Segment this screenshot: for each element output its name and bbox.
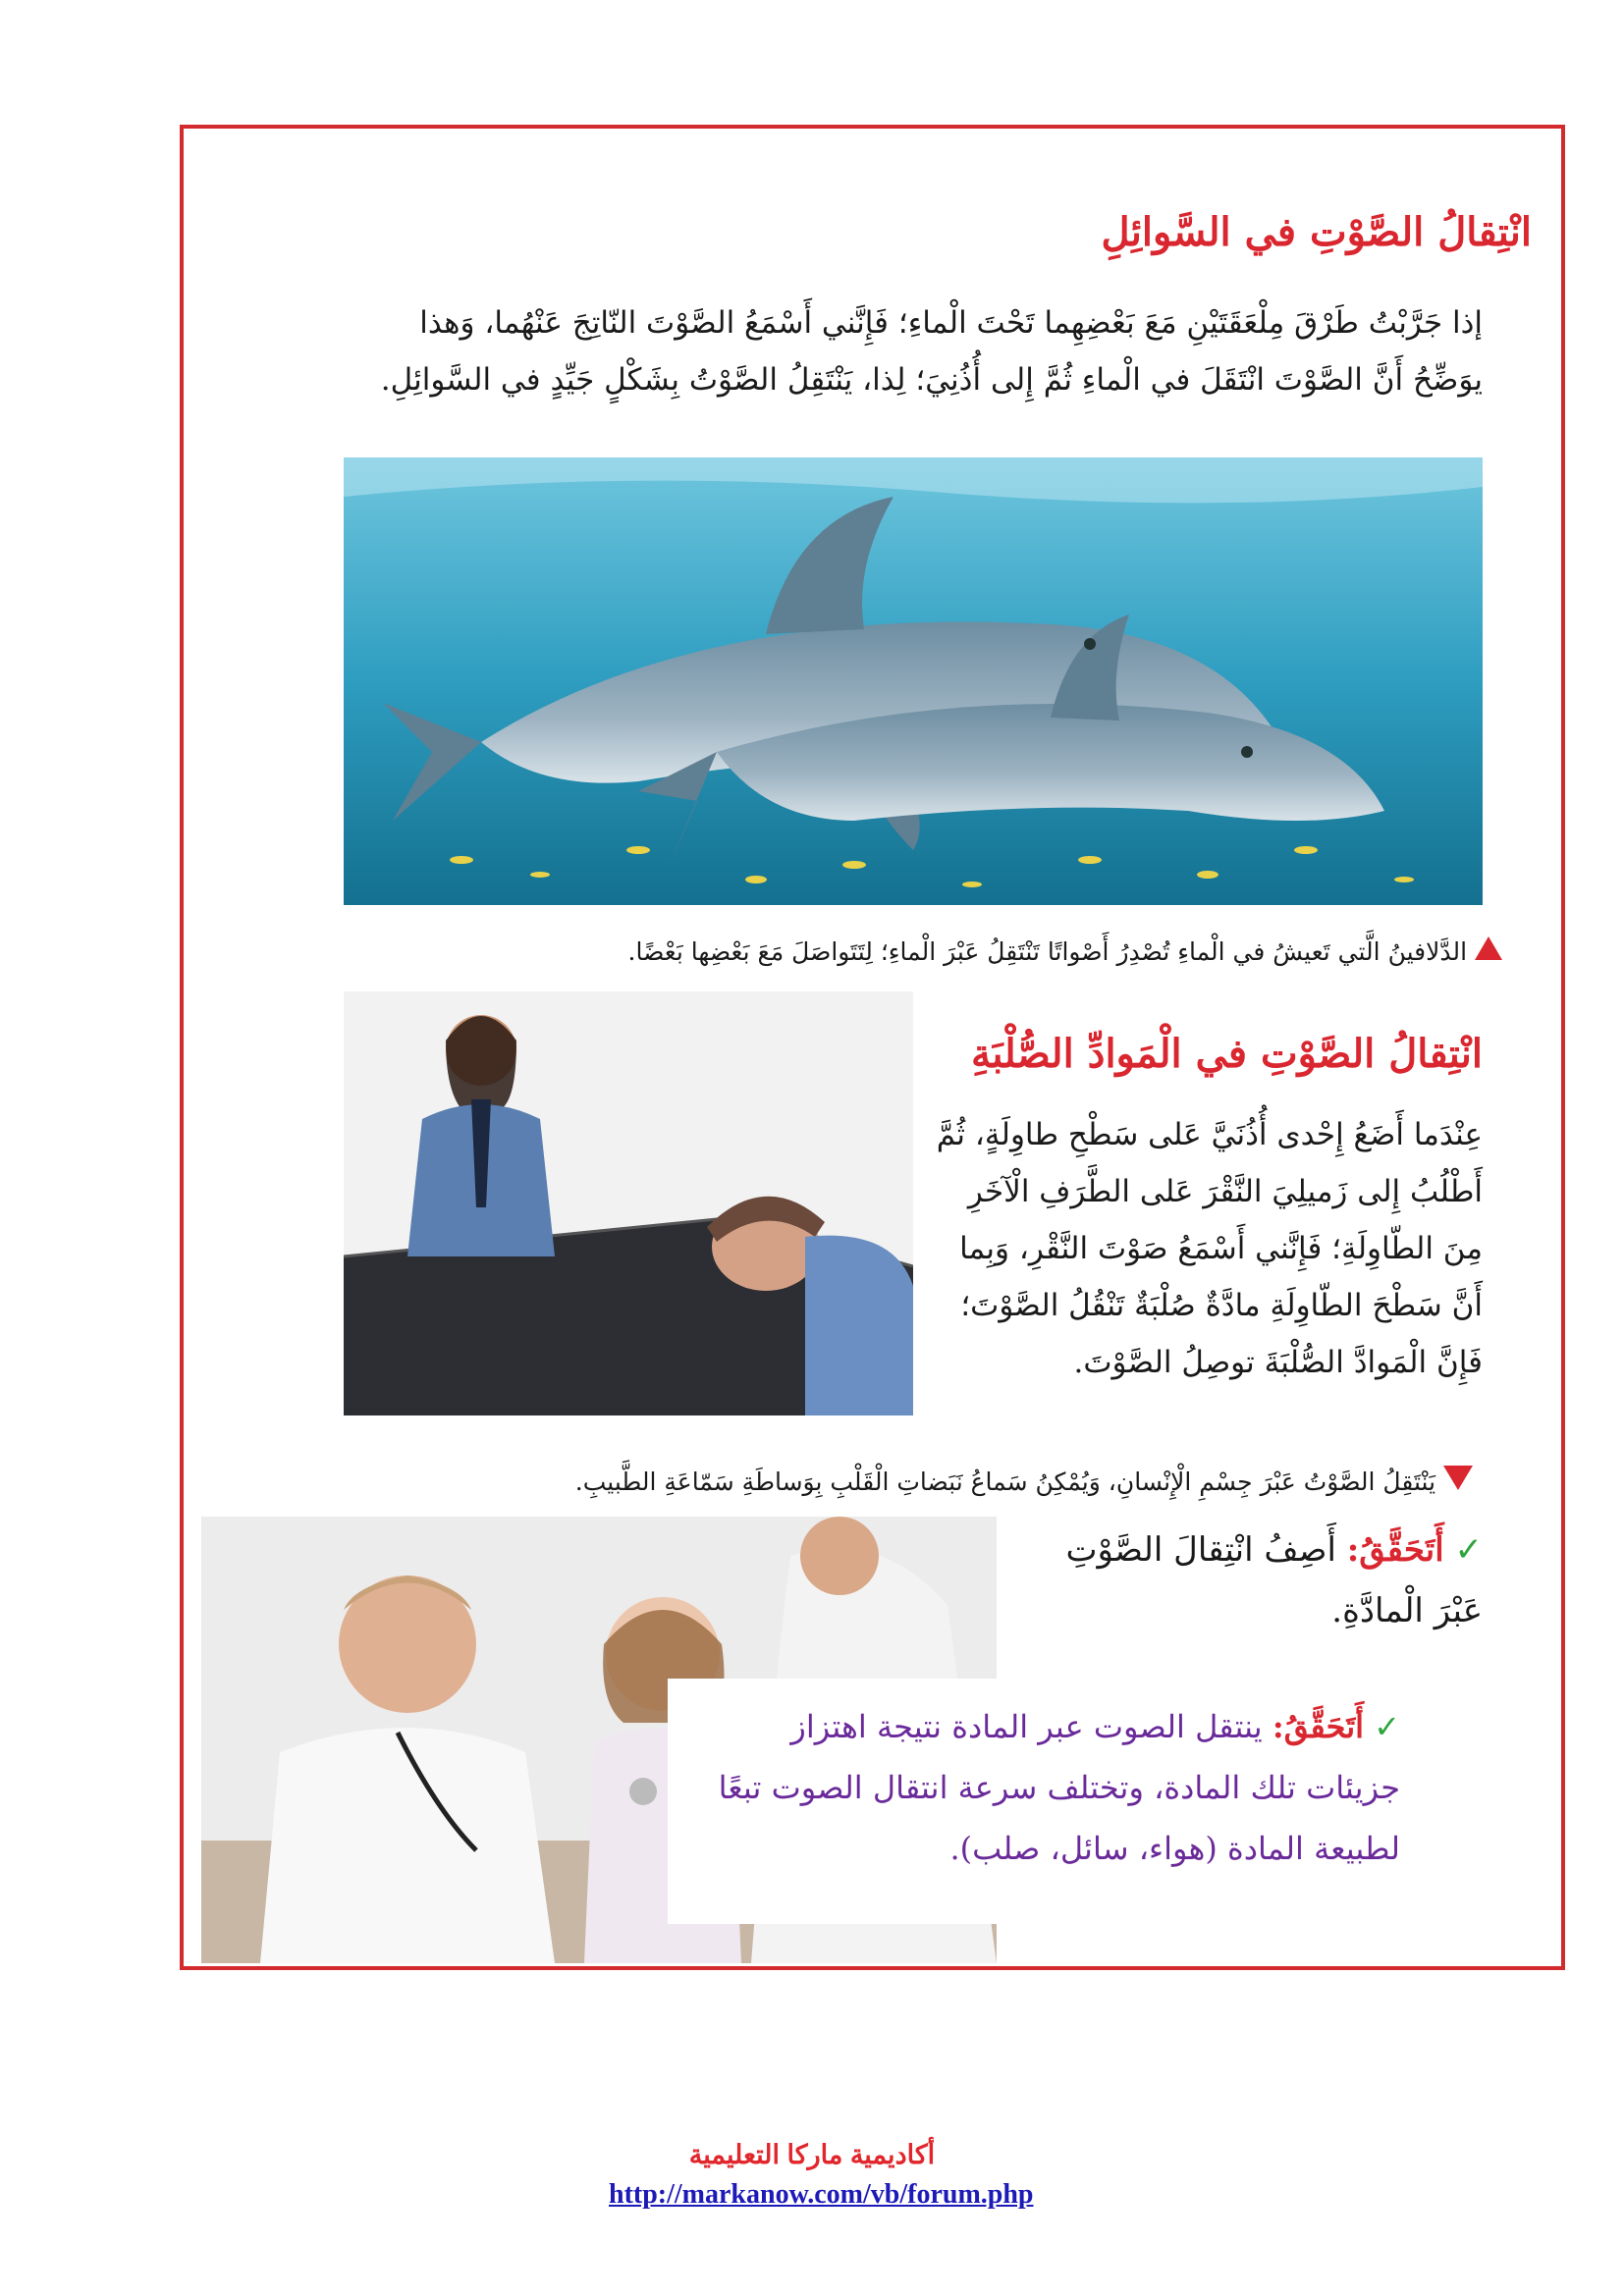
answer-content — [691, 1696, 1400, 1879]
section-title-liquids: انْتِقالُ الصَّوْتِ في السَّوائِلِ — [1101, 209, 1532, 255]
caption-marker-icon — [1443, 1466, 1473, 1490]
check-question — [1021, 1520, 1483, 1641]
paragraph-liquids: إذا جَرَّبْتُ طَرْقَ مِلْعَقَتَيْنِ مَعَ بَعْضِهِما تَحْتَ الْماءِ؛ فَإِنَّني أَسْمَعُ الصَّوْتَ النّاتِجَ عَنْهُما، وَهذا يوَضِّحُ أَنَّ الصَّوْتَ انْتَقَلَ في الْماءِ ثُمَّ إِلى أُذُنِيَ؛ لِذا، يَنْتَقِلُ الصَّوْتُ بِشَكْلٍ جَيِّدٍ في السَّوائِلِ. — [380, 305, 1483, 398]
paragraph-solids: عِنْدَما أَضَعُ إِحْدى أُذُنَيَّ عَلى سَطْحِ طاوِلَةٍ، ثُمَّ أَطْلُبُ إِلى زَميلِيَ النَّقْرَ عَلى الطَّرَفِ الْآخَرِ مِنَ الطّاوِلَةِ؛ فَإِنَّني أَسْمَعُ صَوْتَ النَّقْرِ، وَبِما أَنَّ سَطْحَ الطّاوِلَةِ مادَّةٌ صُلْبَةٌ تَنْقُلُ الصَّوْتَ؛ فَإِنَّ الْمَوادَّ الصُّلْبَةَ توصِلُ الصَّوْتَ. — [936, 1117, 1483, 1380]
caption-dolphins — [481, 933, 1502, 972]
caption-marker-icon — [1475, 936, 1502, 960]
caption-stethoscope — [491, 1463, 1473, 1502]
answer-label: أَتَحَقَّقُ: — [1272, 1708, 1365, 1745]
table-experiment-image — [344, 991, 913, 1415]
caption-stethoscope-text: يَنْتَقِلُ الصَّوْتُ عَبْرَ جِسْمِ الْإِنْسانِ، وَيُمْكِنُ سَماعُ نَبَضاتِ الْقَلْبِ بِوَساطَةِ سَمّاعَةِ الطَّبيبِ. — [574, 1468, 1436, 1496]
caption-dolphins-text: الدَّلافينُ الَّتي تَعيشُ في الْماءِ تُصْدِرُ أَصْواتًا تَنْتَقِلُ عَبْرَ الْماءِ؛ لِتَتَواصَلَ مَعَ بَعْضِها بَعْضًا. — [627, 937, 1468, 966]
answer-box — [668, 1679, 1424, 1924]
dolphins-image — [344, 457, 1483, 905]
check-mark-icon: ✓ — [1454, 1530, 1483, 1570]
answer-text: ينتقل الصوت عبر المادة نتيجة اهتزاز جزيئات تلك المادة، وتختلف سرعة انتقال الصوت تبعًا لطبيعة المادة (هواء، سائل، صلب). — [718, 1708, 1400, 1867]
section-title-solids: انْتِقالُ الصَّوْتِ في الْمَوادِّ الصُّلْبَةِ — [970, 1031, 1483, 1077]
footer-forum-link[interactable]: http://markanow.com/vb/forum.php — [609, 2179, 1034, 2210]
footer-academy-name: أكاديمية ماركا التعليمية — [688, 2140, 936, 2169]
check-question-text: أَصِفُ انْتِقالَ الصَّوْتِ عَبْرَ الْمادَّةِ. — [1065, 1530, 1483, 1630]
check-label: أَتَحَقَّقُ: — [1346, 1530, 1444, 1570]
check-mark-icon: ✓ — [1374, 1708, 1400, 1745]
